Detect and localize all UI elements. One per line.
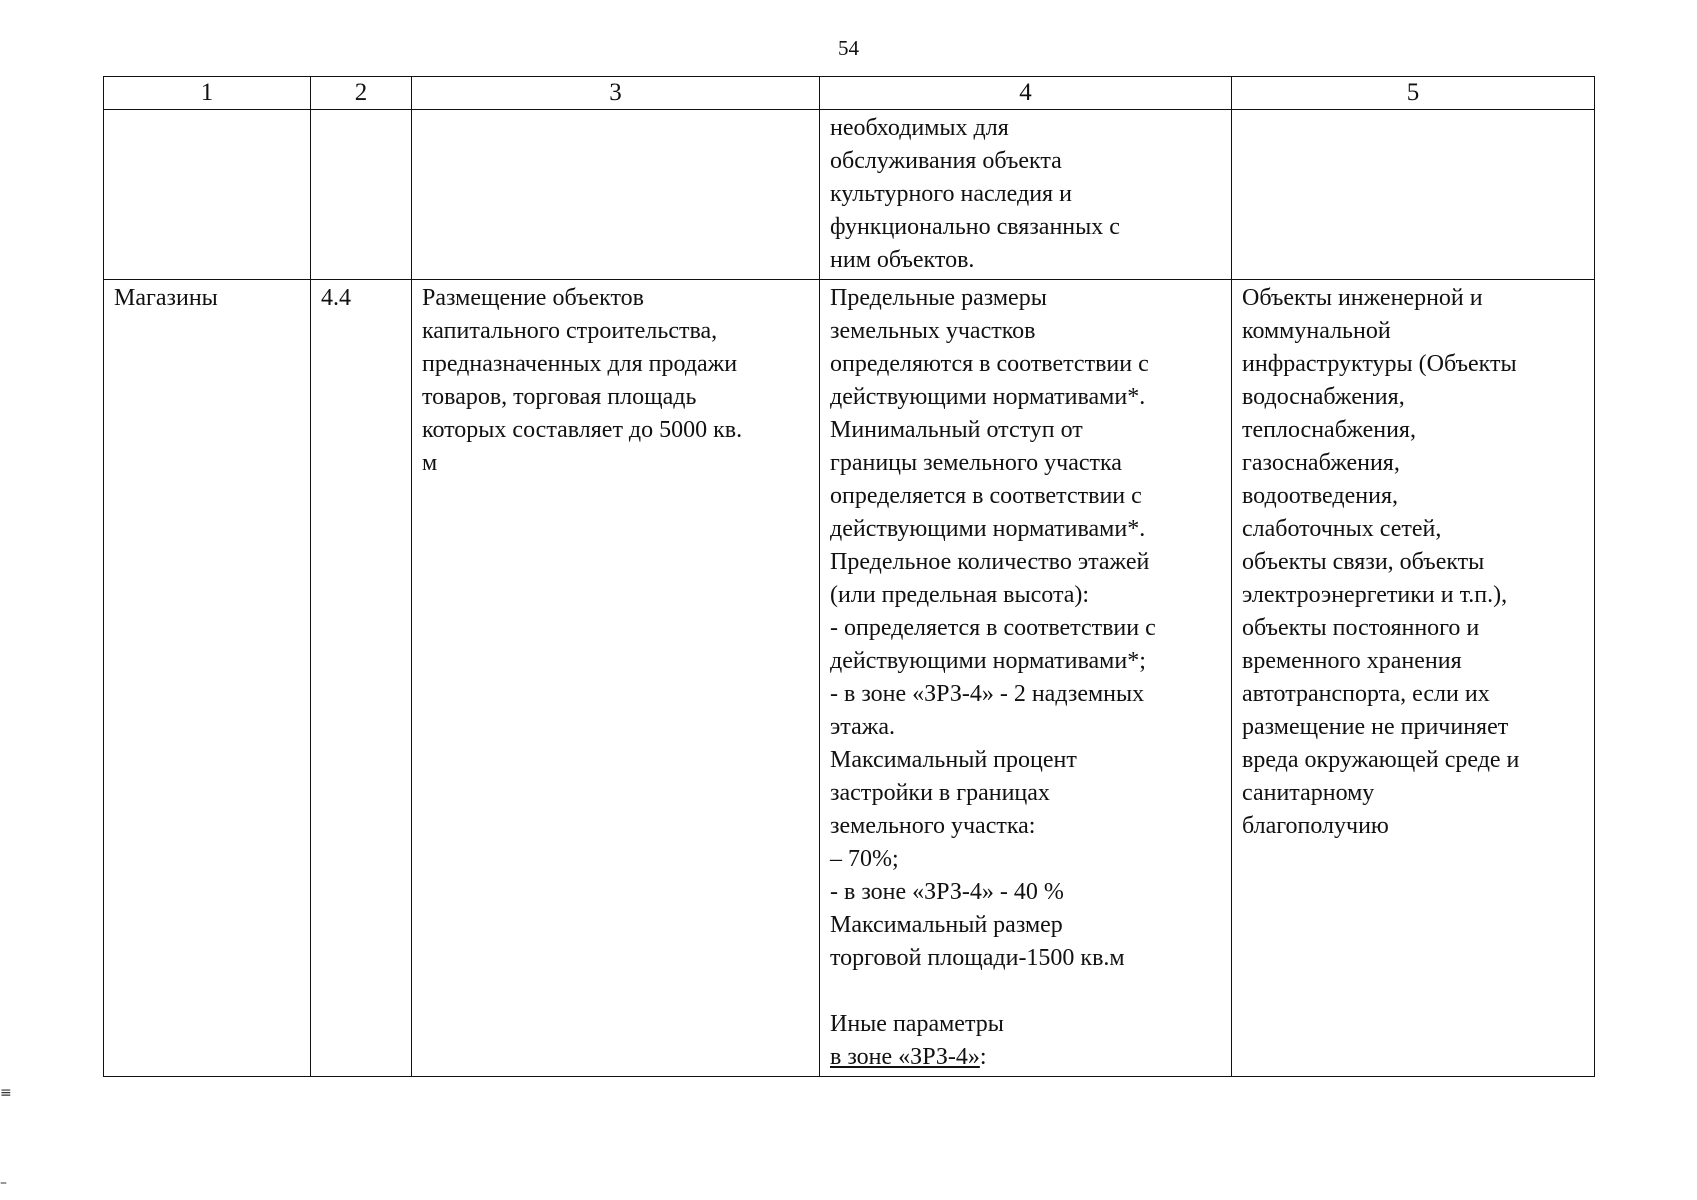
cell-col-2 (311, 110, 412, 280)
text-line: вреда окружающей среде и (1242, 747, 1520, 773)
text-line: водоотведения, (1242, 483, 1398, 509)
text-line: м (422, 450, 438, 476)
land-use-code: 4.4 (321, 285, 351, 311)
text-line: действующими нормативами*. (830, 516, 1146, 542)
cell-col-1 (104, 110, 311, 280)
text-line: Максимальный размер (830, 912, 1063, 938)
text-line: границы земельного участка (830, 450, 1122, 476)
land-use-name: Магазины (114, 285, 218, 311)
text-line: газоснабжения, (1242, 450, 1400, 476)
text-line: Предельное количество этажей (830, 549, 1150, 575)
scan-margin-mark: ≡ (0, 1085, 12, 1101)
header-col-1: 1 (104, 77, 311, 110)
table-row (104, 110, 1595, 280)
text-line: коммунальной (1242, 318, 1391, 344)
text-line: Минимальный отступ от (830, 417, 1083, 443)
text-line: теплоснабжения, (1242, 417, 1416, 443)
text-line: определяется в соответствии с (830, 483, 1142, 509)
cell-land-use-description (412, 280, 820, 1077)
zoning-table (103, 76, 1595, 1077)
text-line: водоснабжения, (1242, 384, 1405, 410)
zone-label-underlined: в зоне «ЗРЗ-4» (830, 1044, 980, 1070)
text-line: размещение не причиняет (1242, 714, 1509, 740)
text-line: Максимальный процент (830, 747, 1077, 773)
cell-land-use-code (311, 280, 412, 1077)
text-line: земельного участка: (830, 813, 1036, 839)
cell-col-5 (1232, 110, 1595, 280)
text-line: объекты постоянного и (1242, 615, 1480, 641)
header-col-5: 5 (1232, 77, 1595, 110)
cell-auxiliary-uses (1232, 280, 1595, 1077)
text-line: капитального строительства, (422, 318, 718, 344)
text-line: этажа. (830, 714, 895, 740)
text-line: обслуживания объекта (830, 148, 1062, 174)
text-line (830, 1041, 1221, 1074)
text-line: благополучию (1242, 813, 1389, 839)
text-line: товаров, торговая площадь (422, 384, 697, 410)
text-line: объекты связи, объекты (1242, 549, 1485, 575)
header-col-3: 3 (412, 77, 820, 110)
text-line: которых составляет до 5000 кв. (422, 417, 743, 443)
colon: : (979, 1044, 987, 1070)
cell-col-4 (820, 110, 1232, 280)
text-line: временного хранения (1242, 648, 1462, 674)
text-line: автотранспорта, если их (1242, 681, 1490, 707)
text-line: земельных участков (830, 318, 1036, 344)
text-line: - в зоне «ЗРЗ-4» - 40 % (830, 879, 1064, 905)
text-line: действующими нормативами*. (830, 384, 1146, 410)
text-line: Иные параметры (830, 1011, 1004, 1037)
text-line: электроэнергетики и т.п.), (1242, 582, 1508, 608)
scan-margin-mark: – (0, 1175, 7, 1191)
text-line: слаботочных сетей, (1242, 516, 1442, 542)
header-col-4: 4 (820, 77, 1232, 110)
table-row (104, 280, 1595, 1077)
text-line: (или предельная высота): (830, 582, 1090, 608)
text-line: Объекты инженерной и (1242, 285, 1483, 311)
page-number: 54 (838, 36, 859, 60)
blank-line (830, 975, 1221, 1008)
text-line: торговой площади-1500 кв.м (830, 945, 1125, 971)
text-line: определяются в соответствии с (830, 351, 1149, 377)
header-col-2: 2 (311, 77, 412, 110)
text-line: Размещение объектов (422, 285, 644, 311)
text-line: необходимых для (830, 115, 1009, 141)
text-line: – 70%; (830, 846, 899, 872)
text-line: действующими нормативами*; (830, 648, 1146, 674)
text-line: Предельные размеры (830, 285, 1047, 311)
text-line: предназначенных для продажи (422, 351, 738, 377)
text-line: санитарному (1242, 780, 1375, 806)
text-line: - в зоне «ЗРЗ-4» - 2 надземных (830, 681, 1145, 707)
header-row (104, 77, 1595, 110)
text-line: культурного наследия и (830, 181, 1072, 207)
cell-land-use-name (104, 280, 311, 1077)
text-line: застройки в границах (830, 780, 1050, 806)
text-line: функционально связанных с (830, 214, 1120, 240)
cell-parameters (820, 280, 1232, 1077)
text-line: инфраструктуры (Объекты (1242, 351, 1517, 377)
text-line: ним объектов. (830, 247, 975, 273)
text-line: - определяется в соответствии с (830, 615, 1156, 641)
cell-col-3 (412, 110, 820, 280)
